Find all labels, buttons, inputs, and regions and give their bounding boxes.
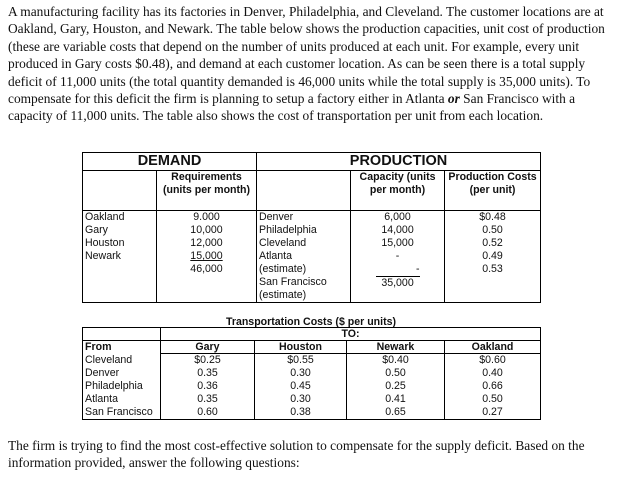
cost-header: Production Costs (per unit) (445, 171, 541, 211)
customer: Oakland (85, 211, 125, 223)
requirements-header: Requirements (units per month) (157, 171, 257, 211)
demand-production-table (82, 152, 541, 303)
total-capacity: 35,000 (381, 277, 414, 289)
origin: Cleveland (85, 353, 133, 366)
transport-table (82, 327, 541, 420)
intro-end: San Francisco with a capacity of 11,000 units. The table also shows the cost of transportation per unit from each location. (8, 91, 576, 124)
capacity: 6,000 (384, 211, 411, 223)
customer: Houston (85, 237, 125, 249)
customer: Newark (85, 250, 121, 262)
transport-cost: 0.35 (161, 367, 255, 380)
transport-cost: 0.30 (255, 367, 347, 380)
customer: Gary (85, 224, 108, 236)
total-demand: 46,000 (190, 263, 223, 275)
dest-header: Newark (347, 341, 445, 354)
intro-or: or (447, 91, 460, 107)
transport-cost: 0.65 (347, 406, 445, 420)
table-row (83, 354, 541, 368)
requirement: 10,000 (190, 224, 223, 236)
origin: San Francisco (85, 406, 153, 418)
cost: $0.48 (479, 211, 506, 223)
origin: Denver (85, 367, 120, 379)
transport-cost: 0.41 (347, 393, 445, 406)
plant: Atlanta (259, 250, 292, 262)
transport-cost: 0.27 (445, 406, 541, 420)
transport-cost: 0.66 (445, 380, 541, 393)
origin: Atlanta (85, 393, 118, 405)
transport-cost: 0.45 (255, 380, 347, 393)
dest-header: Oakland (445, 341, 541, 354)
table-row (83, 406, 541, 420)
requirement: 15,000 (190, 250, 223, 262)
transport-cost: $0.40 (347, 354, 445, 368)
transport-cost: 0.36 (161, 380, 255, 393)
intro-paragraph (8, 3, 612, 125)
plant: (estimate) (259, 289, 307, 301)
cost: 0.49 (482, 250, 503, 262)
transport-cost: 0.40 (445, 367, 541, 380)
requirement: 12,000 (190, 237, 223, 249)
table-row (83, 367, 541, 380)
cost: 0.50 (482, 224, 503, 236)
transport-cost: 0.35 (161, 393, 255, 406)
cost: 0.52 (482, 237, 503, 249)
transport-cost: 0.25 (347, 380, 445, 393)
dest-header: Houston (255, 341, 347, 354)
transport-cost: 0.50 (347, 367, 445, 380)
from-label: From (85, 341, 112, 354)
capacity: - (376, 263, 420, 277)
requirement: 9.000 (193, 211, 220, 223)
capacity: - (395, 250, 400, 262)
to-label: TO: (161, 328, 541, 341)
transport-cost: $0.55 (255, 354, 347, 368)
transport-title: Transportation Costs ($ per units) (225, 316, 397, 328)
capacity: 15,000 (381, 237, 414, 249)
transport-cost: $0.60 (445, 354, 541, 368)
plant: Philadelphia (259, 224, 317, 236)
transport-cost: 0.60 (161, 406, 255, 420)
table-row (83, 393, 541, 406)
transport-cost: $0.25 (161, 354, 255, 368)
plant: San Francisco (259, 276, 327, 288)
closing-paragraph: The firm is trying to find the most cost-effective solution to compensate for the supply deficit. Based on the information provided, answer the following questions: (8, 438, 585, 471)
table-row (83, 380, 541, 393)
plant: (estimate) (259, 263, 307, 275)
transport-cost: 0.30 (255, 393, 347, 406)
capacity: 14,000 (381, 224, 414, 236)
dest-header: Gary (161, 341, 255, 354)
intro-text: A manufacturing facility has its factories in Denver, Philadelphia, and Cleveland. The customer locations are at Oakland, Gary, Houston, and Newark. The table below shows the production capacities, unit cost of production (these are variable costs that depend on the number of units produced at each unit. For example, every unit produced in Gary costs $0.48), and demand at each customer location. As can be seen there is a total supply deficit of 11,000 units (the total quantity demanded is 46,000 units while the total supply is 35,000 units). To compensate for this deficit the firm is planning to setup a factory either in Atlanta (8, 4, 605, 107)
plant: Denver (259, 211, 294, 223)
transport-cost: 0.38 (255, 406, 347, 420)
origin: Philadelphia (85, 380, 143, 392)
cost: 0.53 (482, 263, 503, 275)
demand-title: DEMAND (83, 153, 257, 171)
transport-cost: 0.50 (445, 393, 541, 406)
production-title: PRODUCTION (257, 153, 541, 171)
capacity-header: Capacity (units per month) (351, 171, 445, 211)
plant: Cleveland (259, 237, 307, 249)
